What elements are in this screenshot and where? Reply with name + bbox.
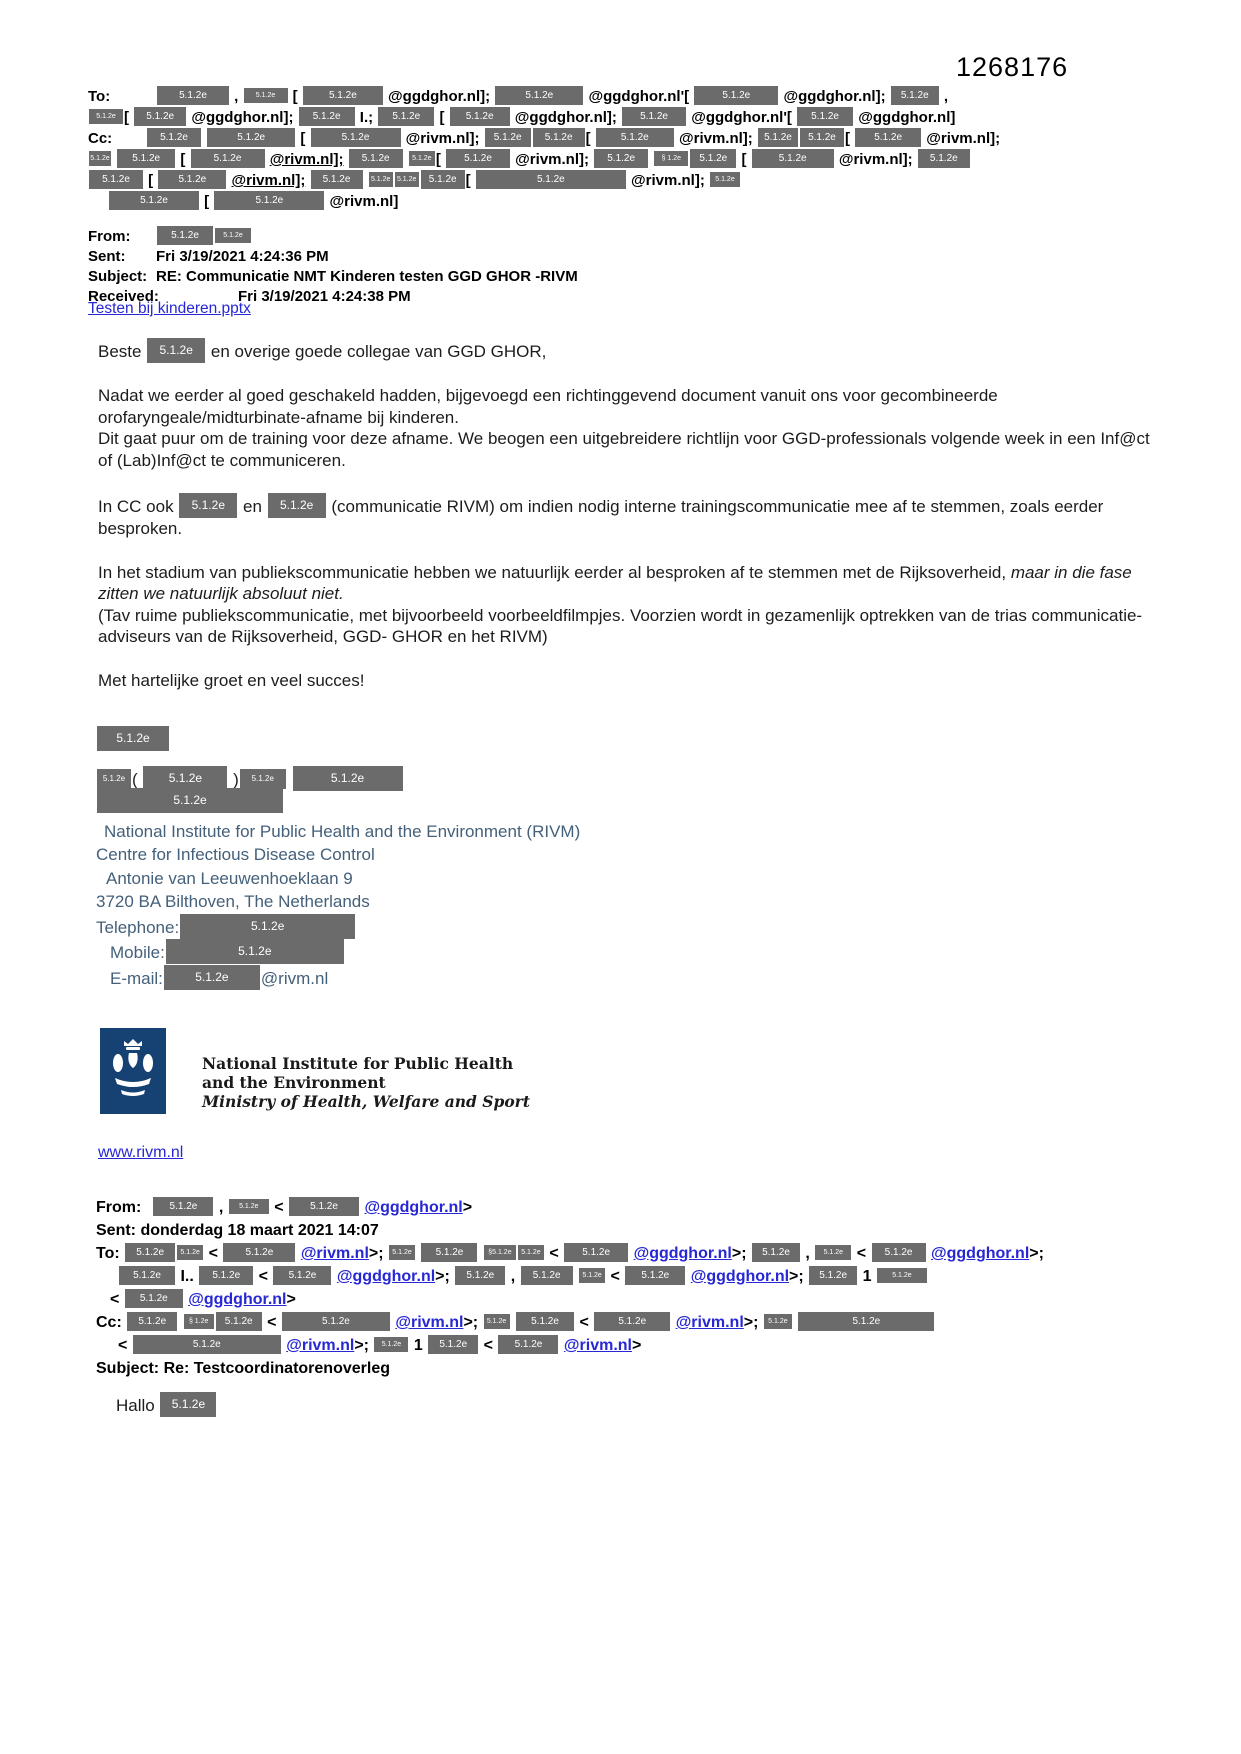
- redaction-box: 5.1.2e: [409, 151, 435, 166]
- line: [96, 1196, 1206, 1219]
- line: [96, 867, 580, 891]
- redaction-box: 5.1.2e: [268, 493, 326, 518]
- line: [88, 128, 1178, 149]
- email-address-link[interactable]: @ggdghor.nl: [336, 1268, 436, 1285]
- redaction-box: 5.1.2e: [199, 1266, 253, 1285]
- line: [116, 1392, 217, 1418]
- redaction-box: 5.1.2e: [191, 149, 265, 168]
- line: [88, 191, 1178, 212]
- text-run: en: [238, 497, 267, 516]
- redaction-box: 5.1.2e: [117, 149, 175, 168]
- redaction-box: 5.1.2e: [119, 1266, 175, 1285]
- text-run: <: [262, 1314, 281, 1331]
- logo-line2: and the Environment: [202, 1073, 386, 1092]
- redaction-box: 5.1.2e: [872, 1243, 926, 1262]
- redaction-box: § 1.2e: [654, 151, 688, 166]
- text-run: Hallo: [116, 1396, 160, 1415]
- text-run: (communicatie RIVM) om indien nodig interne trainingscommunicatie mee af te stemmen, zoals eerder besproken.: [98, 497, 1104, 538]
- text-run: >;: [354, 1337, 374, 1354]
- redaction-box: 5.1.2e: [160, 1392, 216, 1417]
- text-run: <: [606, 1268, 625, 1285]
- text-run: Centre for Infectious Disease Control: [96, 845, 375, 864]
- text-run: Antonie van Leeuwenhoeklaan 9: [106, 868, 353, 888]
- text-run: (Tav ruime publiekscommunicatie, met bijvoorbeeld voorbeeldfilmpjes. Voorzien wordt in gezamenlijk optrekken van de trias communicatie-adviseurs van de Rijksoverheid, GGD- GHOR en het RIVM): [98, 605, 1143, 646]
- text-run: [: [435, 109, 449, 126]
- coat-of-arms-icon: [100, 1028, 166, 1114]
- redaction-box: 5.1.2e: [273, 1266, 331, 1285]
- redaction-box: 5.1.2e: [622, 107, 686, 126]
- text-run: ,: [800, 1245, 815, 1262]
- paragraph: [98, 493, 1156, 540]
- text-run: Telephone:: [96, 917, 180, 937]
- redaction-box: 5.1.2e: [282, 1312, 390, 1331]
- redaction-box: 5.1.2e: [395, 172, 419, 187]
- text-run: [120, 1245, 124, 1262]
- text-run: @ggdghor.nl];: [187, 109, 298, 126]
- text-run: Dit gaat puur om de training voor deze afname. We beogen een uitgebreidere richtlijn voor GGD-professionals volgende week in een Inf@ct of (Lab)Inf@ct te communiceren.: [98, 429, 1150, 470]
- text-run: >: [462, 1199, 473, 1216]
- text-run: [202, 130, 206, 147]
- text-run: >;: [731, 1245, 751, 1262]
- field-label: Subject:: [96, 1360, 160, 1377]
- line: [88, 267, 1178, 287]
- redaction-box: 5.1.2e: [579, 1268, 605, 1283]
- signature-block: [96, 726, 580, 990]
- redaction-box: 5.1.2e: [240, 769, 286, 789]
- text-run-italic: maar in die fase zitten we natuurlijk absoluut niet.: [98, 562, 1132, 603]
- text-run: [478, 1245, 482, 1262]
- text-run: @rivm.nl];: [674, 130, 757, 147]
- redaction-box: 5.1.2e: [752, 1243, 800, 1262]
- field-label: Received:: [88, 288, 159, 305]
- redaction-box: 5.1.2e: [855, 128, 921, 147]
- text-run: <: [852, 1245, 871, 1262]
- redaction-box: 5.1.2e: [289, 1197, 359, 1216]
- redaction-box: 5.1.2e: [484, 1314, 510, 1329]
- text-run: ,: [939, 88, 949, 105]
- text-run: @ggdghor.nl]: [854, 109, 956, 126]
- text-run: @rivm.nl];: [922, 130, 1001, 147]
- text-run: ,: [230, 88, 243, 105]
- text-run: [416, 1245, 420, 1262]
- field-label: Sent:: [96, 1222, 136, 1239]
- redaction-box: 5.1.2e: [594, 1312, 670, 1331]
- rivm-logo: [100, 1028, 530, 1114]
- text-run: [: [124, 109, 134, 126]
- text-run: 3720 BA Bilthoven, The Netherlands: [96, 892, 370, 911]
- line: [96, 843, 580, 867]
- text-run: @rivm.nl];: [511, 151, 594, 168]
- field-label: From:: [88, 228, 131, 245]
- text-run: [574, 1268, 578, 1285]
- redaction-box: 5.1.2e: [244, 88, 288, 103]
- redaction-box: 5.1.2e: [369, 172, 393, 187]
- text-run: @ggdghor.nl'[: [584, 88, 694, 105]
- redaction-box: 5.1.2e: [455, 1266, 505, 1285]
- text-run: ,: [214, 1199, 228, 1216]
- text-run: I.;: [355, 109, 378, 126]
- text-run: In CC ook: [98, 497, 179, 516]
- text-run: Beste: [98, 342, 147, 361]
- redaction-box: 5.1.2e: [158, 170, 226, 189]
- field-label: To:: [96, 1245, 120, 1262]
- redaction-box: 5.1.2e: [157, 86, 229, 105]
- text-run: National Institute for Public Health and the Environment (RIVM): [104, 821, 581, 841]
- redaction-box: 5.1.2e: [476, 170, 626, 189]
- redaction-box: 5.1.2e: [877, 1268, 927, 1283]
- text-run: [344, 151, 348, 168]
- redaction-box: 5.1.2e: [177, 1245, 203, 1260]
- redaction-box: 5.1.2e: [229, 1199, 269, 1214]
- line: [96, 939, 580, 965]
- paragraph: [98, 338, 1156, 363]
- text-run: [: [465, 172, 475, 189]
- redaction-box: 5.1.2e: [349, 149, 403, 168]
- redaction-box: 5.1.2e: [918, 149, 970, 168]
- text-run: <: [544, 1245, 564, 1262]
- redaction-box: 5.1.2e: [97, 788, 283, 813]
- redaction-box: 5.1.2e: [421, 170, 465, 189]
- text-run: [: [844, 130, 855, 147]
- attachment-link[interactable]: Testen bij kinderen.pptx: [88, 300, 251, 317]
- text-run: @rivm.nl];: [626, 172, 709, 189]
- paragraph: [98, 562, 1156, 605]
- redaction-box: 5.1.2e: [758, 128, 798, 147]
- redaction-box: 5.1.2e: [764, 1314, 792, 1329]
- text-run: I..: [176, 1268, 199, 1285]
- text-run: >: [631, 1337, 642, 1354]
- redaction-box: 5.1.2e: [450, 107, 510, 126]
- email-address-link[interactable]: @rivm.nl: [675, 1314, 744, 1331]
- field-label: Sent:: [88, 248, 126, 265]
- line: [96, 1357, 1206, 1380]
- redaction-box: 5.1.2e: [166, 939, 344, 964]
- text-run: >;: [463, 1314, 483, 1331]
- text-run: [122, 1314, 126, 1331]
- text-run: en overige goede collegae van GGD GHOR,: [206, 342, 547, 361]
- redaction-box: 5.1.2e: [157, 226, 213, 245]
- text-run: Fri 3/19/2021 4:24:36 PM: [156, 248, 329, 265]
- redaction-box: 5.1.2e: [485, 128, 531, 147]
- redaction-box: 5.1.2e: [594, 149, 648, 168]
- text-run: [: [144, 172, 158, 189]
- redaction-box: 5.1.2e: [215, 228, 251, 243]
- email-address-link[interactable]: @rivm.nl: [300, 1245, 369, 1262]
- redaction-box: 5.1.2e: [694, 86, 778, 105]
- field-label: Cc:: [96, 1314, 122, 1331]
- line: [96, 1288, 1206, 1311]
- text-run: donderdag 18 maart 2021 14:07: [136, 1222, 379, 1239]
- redaction-box: 5.1.2e: [800, 128, 844, 147]
- line: [88, 170, 1178, 191]
- email-address-link[interactable]: @ggdghor.nl: [633, 1245, 732, 1262]
- redaction-box: 5.1.2e: [216, 1312, 262, 1331]
- redaction-box: 5.1.2e: [223, 1243, 295, 1262]
- text-run: @rivm.nl]: [325, 193, 399, 210]
- redaction-box: 5.1.2e: [690, 149, 736, 168]
- paragraph: [98, 605, 1156, 648]
- redaction-box: 5.1.2e: [311, 128, 401, 147]
- field-label: From:: [96, 1199, 142, 1216]
- text-run: @rivm.nl];: [231, 172, 306, 189]
- text-run: [: [200, 193, 214, 210]
- redaction-box: 5.1.2e: [127, 1312, 177, 1331]
- text-run: ,: [506, 1268, 520, 1285]
- line: [96, 726, 580, 752]
- redaction-box: 5.1.2e: [498, 1335, 558, 1354]
- redaction-box: 5.1.2e: [518, 1245, 544, 1260]
- redaction-box: 5.1.2e: [125, 1289, 183, 1308]
- line: [88, 287, 1178, 307]
- redaction-box: 5.1.2e: [303, 86, 383, 105]
- field-label: Cc:: [88, 130, 113, 147]
- line: [96, 914, 580, 940]
- text-run: (: [132, 769, 143, 789]
- text-run: >: [286, 1291, 296, 1308]
- redaction-box: 5.1.2e: [564, 1243, 628, 1262]
- line: [88, 86, 1178, 107]
- text-run: Mobile:: [110, 943, 165, 962]
- text-run: @rivm.nl];: [269, 151, 344, 168]
- text-run: <: [118, 1337, 132, 1354]
- redaction-box: 5.1.2e: [378, 107, 434, 126]
- text-run: [: [585, 130, 595, 147]
- logo-line1: National Institute for Public Health: [202, 1054, 514, 1073]
- redaction-box: 5.1.2e: [752, 149, 834, 168]
- text-run: [: [435, 151, 446, 168]
- text-run: <: [204, 1245, 223, 1262]
- redaction-box: 5.1.2e: [179, 493, 237, 518]
- paragraph: [98, 428, 1156, 471]
- line: [96, 1242, 1206, 1265]
- redaction-box: 5.1.2e: [214, 191, 324, 210]
- text-run: [112, 151, 116, 168]
- text-run: 1: [858, 1268, 876, 1285]
- email-address-link[interactable]: @ggdghor.nl: [364, 1199, 463, 1216]
- line: [96, 788, 580, 814]
- text-run: @rivm.nl];: [834, 151, 917, 168]
- redaction-box: 5.1.2e: [89, 151, 111, 166]
- email-address-link[interactable]: @ggdghor.nl: [931, 1245, 1030, 1262]
- text-run: [: [176, 151, 190, 168]
- text-run: @rivm.nl: [260, 968, 329, 988]
- redaction-box: 5.1.2e: [109, 191, 199, 210]
- email1-header: [88, 86, 1178, 307]
- line: [96, 1311, 1206, 1334]
- redaction-box: 5.1.2e: [533, 128, 585, 147]
- line: [88, 247, 1178, 267]
- rivm-website-link[interactable]: www.rivm.nl: [98, 1144, 184, 1161]
- text-run: Fri 3/19/2021 4:24:38 PM: [238, 288, 411, 305]
- redaction-box: 5.1.2e: [374, 1337, 408, 1352]
- redaction-box: 5.1.2e: [891, 86, 939, 105]
- text-run: Met hartelijke groet en veel succes!: [98, 670, 365, 690]
- text-run: [404, 151, 408, 168]
- redaction-box: 5.1.2e: [710, 172, 740, 187]
- redaction-box: 5.1.2e: [815, 1245, 851, 1260]
- text-run: [287, 770, 292, 789]
- logo-line3: Ministry of Health, Welfare and Sport: [202, 1092, 530, 1111]
- redaction-box: 5.1.2e: [89, 109, 123, 124]
- redaction-box: 5.1.2e: [97, 769, 131, 789]
- redaction-box: § 1.2e: [184, 1314, 214, 1329]
- redaction-box: 5.1.2e: [153, 1197, 213, 1216]
- redaction-box: 5.1.2e: [798, 1312, 934, 1331]
- text-run: E-mail:: [110, 968, 163, 988]
- text-run: >;: [743, 1314, 763, 1331]
- redaction-box: 5.1.2e: [809, 1266, 857, 1285]
- text-run: @rivm.nl];: [401, 130, 484, 147]
- line: [96, 890, 580, 914]
- redaction-box: 5.1.2e: [596, 128, 674, 147]
- redaction-box: 5.1.2e: [446, 149, 510, 168]
- redaction-box: §5.1.2e: [484, 1245, 516, 1260]
- redaction-box: 5.1.2e: [311, 170, 363, 189]
- redaction-box: 5.1.2e: [421, 1243, 477, 1262]
- line: [88, 149, 1178, 170]
- text-run: >;: [368, 1245, 389, 1262]
- redaction-box: 5.1.2e: [516, 1312, 574, 1331]
- redaction-box: 5.1.2e: [521, 1266, 573, 1285]
- email-address-link[interactable]: @rivm.nl: [563, 1337, 632, 1354]
- redaction-box: 5.1.2e: [147, 338, 205, 363]
- field-label: Subject:: [88, 268, 148, 285]
- email-address-link[interactable]: @ggdghor.nl: [690, 1268, 790, 1285]
- text-run: [: [288, 88, 302, 105]
- text-run: [649, 151, 653, 168]
- email-address-link[interactable]: @rivm.nl: [395, 1314, 464, 1331]
- redaction-box: 5.1.2e: [797, 107, 853, 126]
- email2-body: [116, 1392, 217, 1418]
- paragraph: [98, 385, 1156, 428]
- email2-header: [96, 1196, 1206, 1380]
- text-run: [148, 1199, 152, 1216]
- redaction-box: 5.1.2e: [97, 726, 169, 751]
- line: [96, 1219, 1206, 1242]
- text-run: @ggdghor.nl];: [383, 88, 495, 105]
- text-run: ): [228, 769, 239, 789]
- text-run: >;: [789, 1268, 809, 1285]
- redaction-box: 5.1.2e: [299, 107, 355, 126]
- redaction-box: 5.1.2e: [293, 766, 403, 791]
- text-run: [178, 1314, 182, 1331]
- redaction-box: 5.1.2e: [495, 86, 583, 105]
- line: [88, 107, 1178, 128]
- text-run: <: [269, 1199, 289, 1216]
- text-run: >;: [1029, 1245, 1044, 1262]
- redaction-box: 5.1.2e: [625, 1266, 685, 1285]
- line: [96, 1334, 1206, 1357]
- redaction-box: 5.1.2e: [428, 1335, 478, 1354]
- text-run: [793, 1314, 797, 1331]
- email-address-link[interactable]: @ggdghor.nl: [188, 1291, 287, 1308]
- text-run: In het stadium van publiekscommunicatie hebben we natuurlijk eerder al besproken af te stemmen met de Rijksoverheid,: [98, 562, 1011, 582]
- text-run: @ggdghor.nl];: [779, 88, 890, 105]
- redaction-box: 5.1.2e: [147, 128, 201, 147]
- text-run: [: [737, 151, 751, 168]
- email1-body: [98, 338, 1156, 713]
- redaction-box: 5.1.2e: [134, 107, 186, 126]
- redaction-box: 5.1.2e: [89, 170, 143, 189]
- text-run: @ggdghor.nl];: [510, 109, 622, 126]
- text-run: >;: [435, 1268, 455, 1285]
- document-number: 1268176: [956, 52, 1069, 82]
- text-run: [511, 1314, 515, 1331]
- text-run: <: [254, 1268, 273, 1285]
- line: [96, 965, 580, 991]
- paragraph: [98, 670, 1156, 692]
- redaction-box: 5.1.2e: [207, 128, 295, 147]
- logo-text: [202, 1054, 530, 1111]
- text-run: [305, 172, 309, 189]
- redaction-box: 5.1.2e: [143, 766, 227, 791]
- text-run: @ggdghor.nl'[: [687, 109, 797, 126]
- text-run: <: [479, 1337, 498, 1354]
- redaction-box: 5.1.2e: [180, 914, 355, 939]
- email-address-link[interactable]: @rivm.nl: [286, 1337, 355, 1354]
- redaction-box: 5.1.2e: [389, 1245, 415, 1260]
- text-run: [: [296, 130, 310, 147]
- text-run: 1: [409, 1337, 428, 1354]
- text-run: <: [110, 1291, 124, 1308]
- line: [96, 1265, 1206, 1288]
- text-run: RE: Communicatie NMT Kinderen testen GGD GHOR -RIVM: [156, 268, 578, 285]
- field-label: To:: [88, 88, 111, 105]
- text-run: <: [575, 1314, 594, 1331]
- redaction-box: 5.1.2e: [125, 1243, 175, 1262]
- text-run: Nadat we eerder al goed geschakeld hadden, bijgevoegd een richtinggevend document vanuit ons voor gecombineerde orofaryngeale/midturbinate-afname bij kinderen.: [98, 386, 998, 427]
- text-run: Re: Testcoordinatorenoverleg: [159, 1360, 390, 1377]
- redaction-box: 5.1.2e: [133, 1335, 281, 1354]
- text-run: [364, 172, 368, 189]
- redaction-box: 5.1.2e: [164, 965, 260, 990]
- line: [96, 820, 580, 844]
- line: [88, 226, 1178, 247]
